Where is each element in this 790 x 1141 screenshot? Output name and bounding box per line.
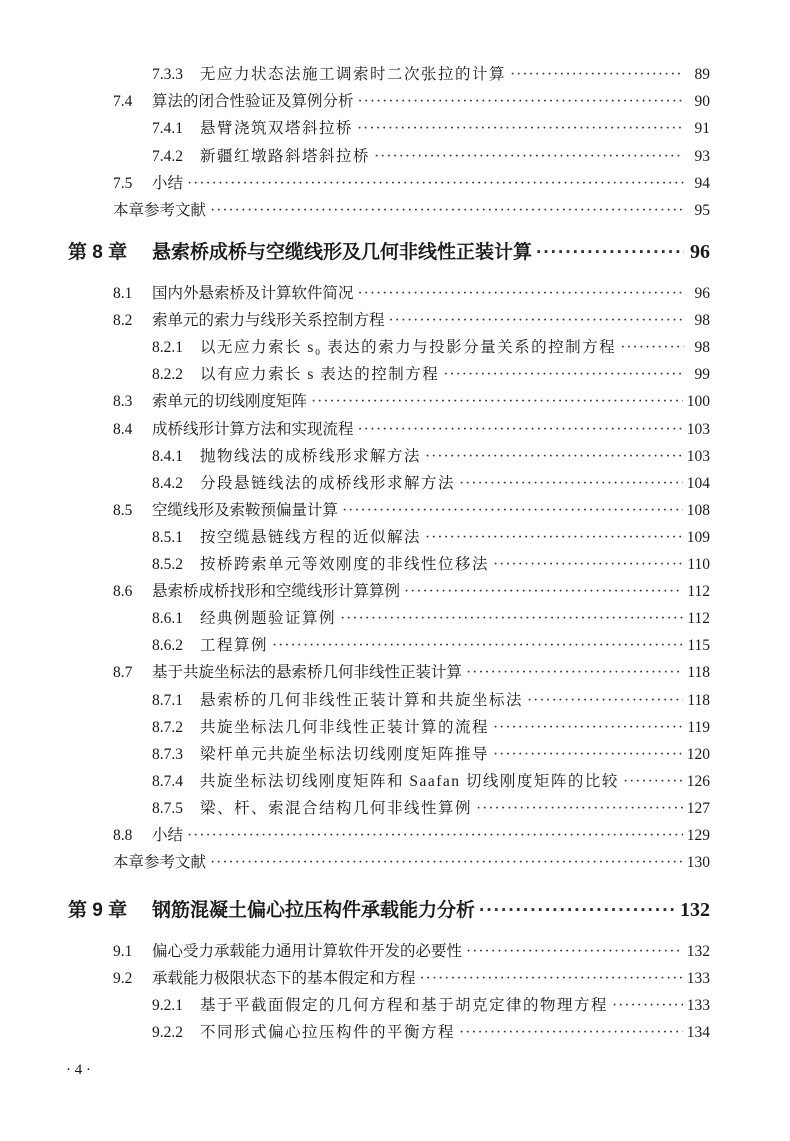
section-title: 抛物线法的成桥线形求解方法 <box>200 447 422 465</box>
toc-section-entry[interactable] <box>152 607 710 631</box>
toc-section-entry[interactable] <box>113 390 710 414</box>
page-ref: 115 <box>687 637 710 655</box>
dot-leader <box>358 90 684 114</box>
page-ref: 129 <box>686 827 710 844</box>
page-ref: 133 <box>686 997 710 1015</box>
dot-leader <box>404 580 683 604</box>
toc-references-entry[interactable] <box>113 851 710 875</box>
section-title: 成桥线形计算方法和实现流程 <box>152 420 354 438</box>
section-number: 8.1 <box>113 285 133 302</box>
toc-section-entry[interactable] <box>152 63 710 87</box>
section-title: 新疆红墩路斜塔斜拉桥 <box>200 147 371 165</box>
section-title: 算法的闭合性验证及算例分析 <box>152 93 354 111</box>
section-number: 8.7.1 <box>152 691 183 709</box>
section-title: 分段悬链线法的成桥线形求解方法 <box>200 474 456 492</box>
section-title: 悬索桥的几何非线性正装计算和共旋坐标法 <box>200 691 524 709</box>
dot-leader <box>493 716 683 740</box>
toc-section-entry[interactable] <box>152 336 710 360</box>
section-number: 第 9 章 <box>68 900 128 921</box>
section-title: 空缆线形及索鞍预偏量计算 <box>152 501 339 519</box>
toc-section-entry[interactable] <box>152 634 710 658</box>
dot-leader <box>459 1021 683 1045</box>
page-ref: 112 <box>687 583 710 601</box>
section-title: 承载能力极限状态下的基本假定和方程 <box>152 970 416 988</box>
section-number: 7.4.2 <box>152 147 183 165</box>
section-number: 9.1 <box>113 943 133 960</box>
page-ref: 118 <box>687 664 710 682</box>
dot-leader <box>210 199 684 223</box>
section-title: 悬索桥成桥与空缆线形及几何非线性正装计算 <box>152 242 533 263</box>
dot-leader <box>210 851 683 875</box>
dot-leader <box>527 689 683 713</box>
page-number: · 4 · <box>66 1062 91 1078</box>
section-number: 8.2.2 <box>152 366 183 384</box>
dot-leader <box>357 117 684 141</box>
section-title: 偏心受力承载能力通用计算软件开发的必要性 <box>152 943 463 960</box>
section-number: 8.2 <box>113 312 133 330</box>
page-ref: 119 <box>687 718 710 736</box>
section-title: 不同形式偏心拉压构件的平衡方程 <box>200 1024 456 1042</box>
toc-section-entry[interactable] <box>152 1021 710 1045</box>
section-title: 悬臂浇筑双塔斜拉桥 <box>200 120 354 138</box>
page-ref: 98 <box>694 312 710 330</box>
section-title: 经典例题验证算例 <box>200 610 337 628</box>
dot-leader <box>358 418 683 442</box>
section-number: 8.7.2 <box>152 718 183 736</box>
toc-section-entry[interactable] <box>152 716 710 740</box>
page-ref: 96 <box>690 241 710 263</box>
section-title: 基于共旋坐标法的悬索桥几何非线性正装计算 <box>152 664 463 682</box>
section-number: 9.2.2 <box>152 1024 183 1042</box>
section-number: 7.4.1 <box>152 120 183 138</box>
page-ref: 108 <box>686 501 710 519</box>
dot-leader <box>420 967 683 991</box>
section-number: 8.7.4 <box>152 772 183 790</box>
section-number: 7.4 <box>113 93 133 111</box>
toc-section-entry[interactable] <box>152 472 710 496</box>
section-number: 7.5 <box>113 174 133 192</box>
section-title: 以无应力索长 s₀ 表达的索力与投影分量关系的控制方程 <box>200 339 617 357</box>
toc-section-entry[interactable] <box>113 580 710 604</box>
section-title: 以有应力索长 s 表达的控制方程 <box>200 366 440 384</box>
page-ref: 132 <box>680 899 710 921</box>
toc-section-entry[interactable] <box>152 743 710 767</box>
page-ref: 133 <box>686 970 710 988</box>
page-ref: 103 <box>686 420 710 438</box>
page-ref: 95 <box>694 202 710 219</box>
section-title: 小结 <box>152 827 184 844</box>
section-number: 8.6 <box>113 583 133 601</box>
dot-leader <box>272 634 683 658</box>
page-ref: 96 <box>694 285 710 302</box>
toc-section-entry[interactable] <box>113 940 710 964</box>
section-title: 索单元的切线刚度矩阵 <box>152 393 308 411</box>
toc-chapter-entry[interactable] <box>68 237 710 267</box>
section-title: 梁杆单元共旋坐标法切线刚度矩阵推导 <box>200 745 490 763</box>
dot-leader <box>358 282 684 306</box>
section-number: 8.4.1 <box>152 447 183 465</box>
dot-leader <box>536 238 684 268</box>
page-ref: 94 <box>694 174 710 192</box>
dot-leader <box>620 336 684 360</box>
dot-leader <box>187 824 683 848</box>
page-ref: 110 <box>687 556 710 573</box>
section-number: 8.5 <box>113 501 133 519</box>
section-number: 8.8 <box>113 827 133 844</box>
dot-leader <box>187 172 684 196</box>
page-ref: 91 <box>694 120 710 138</box>
dot-leader <box>342 499 683 523</box>
section-number: 第 8 章 <box>68 242 128 263</box>
toc-section-entry[interactable] <box>152 553 710 577</box>
section-title: 小结 <box>152 174 184 192</box>
dot-leader <box>466 661 683 685</box>
toc-section-entry[interactable] <box>152 526 710 550</box>
page-ref: 90 <box>694 93 710 111</box>
page-ref: 127 <box>686 799 710 817</box>
section-title: 本章参考文献 <box>113 854 207 872</box>
toc-section-entry[interactable] <box>152 145 710 169</box>
page-ref: 112 <box>687 610 710 628</box>
section-title: 基于平截面假定的几何方程和基于胡克定律的物理方程 <box>200 997 609 1015</box>
section-title: 梁、杆、索混合结构几何非线性算例 <box>200 799 473 817</box>
section-title: 无应力状态法施工调索时二次张拉的计算 <box>200 66 507 83</box>
dot-leader <box>479 896 676 926</box>
section-number: 8.6.2 <box>152 637 183 655</box>
dot-leader <box>425 526 683 550</box>
section-number: 9.2.1 <box>152 997 183 1015</box>
toc-section-entry[interactable] <box>113 172 710 196</box>
page-ref: 109 <box>686 528 710 546</box>
dot-leader <box>476 797 683 821</box>
page-ref: 100 <box>686 393 710 411</box>
toc-section-entry[interactable] <box>113 309 710 333</box>
dot-leader <box>493 743 683 767</box>
toc-section-entry[interactable] <box>113 824 710 848</box>
dot-leader <box>623 770 683 794</box>
section-number: 8.7.5 <box>152 799 183 817</box>
section-number: 8.7 <box>113 664 133 682</box>
page-ref: 99 <box>694 366 710 384</box>
toc-section-entry[interactable] <box>152 445 710 469</box>
page-ref: 103 <box>686 447 710 465</box>
toc-section-entry[interactable] <box>113 499 710 523</box>
page-ref: 98 <box>694 339 710 357</box>
section-number: 9.2 <box>113 970 133 988</box>
toc-section-entry[interactable] <box>152 994 710 1018</box>
section-title: 国内外悬索桥及计算软件简况 <box>152 285 354 302</box>
section-title: 悬索桥成桥找形和空缆线形计算算例 <box>152 583 401 601</box>
toc-chapter-entry[interactable] <box>68 895 710 925</box>
section-title: 按桥跨索单元等效刚度的非线性位移法 <box>200 556 490 573</box>
section-number: 8.3 <box>113 393 133 411</box>
toc-section-entry[interactable] <box>152 689 710 713</box>
dot-leader <box>389 309 684 333</box>
section-number: 8.5.2 <box>152 556 183 573</box>
dot-leader <box>340 607 683 631</box>
toc-section-entry[interactable] <box>152 797 710 821</box>
section-title: 索单元的索力与线形关系控制方程 <box>152 312 385 330</box>
dot-leader <box>459 472 683 496</box>
toc-references-entry[interactable] <box>113 199 710 223</box>
section-number: 8.4 <box>113 420 133 438</box>
section-title: 本章参考文献 <box>113 202 207 219</box>
page-ref: 134 <box>686 1024 710 1042</box>
toc-section-entry[interactable] <box>152 117 710 141</box>
section-title: 钢筋混凝土偏心拉压构件承载能力分析 <box>152 900 476 921</box>
toc-section-entry[interactable] <box>152 770 710 794</box>
dot-leader <box>493 553 683 577</box>
toc-section-entry[interactable] <box>113 661 710 685</box>
toc-section-entry[interactable] <box>113 418 710 442</box>
dot-leader <box>311 390 683 414</box>
toc-section-entry[interactable] <box>152 363 710 387</box>
page-ref: 89 <box>694 66 710 83</box>
section-title: 按空缆悬链线方程的近似解法 <box>200 528 422 546</box>
section-number: 8.2.1 <box>152 339 183 357</box>
page-ref: 132 <box>686 943 710 960</box>
dot-leader <box>374 145 684 169</box>
section-number: 8.5.1 <box>152 528 183 546</box>
page-ref: 130 <box>686 854 710 872</box>
toc-section-entry[interactable] <box>113 967 710 991</box>
dot-leader <box>425 445 683 469</box>
page-ref: 118 <box>687 691 710 709</box>
toc-section-entry[interactable] <box>113 90 710 114</box>
dot-leader <box>510 63 684 87</box>
dot-leader <box>443 363 684 387</box>
section-number: 8.4.2 <box>152 474 183 492</box>
section-title: 共旋坐标法几何非线性正装计算的流程 <box>200 718 490 736</box>
page-ref: 120 <box>686 745 710 763</box>
page-ref: 104 <box>686 474 710 492</box>
section-number: 7.3.3 <box>152 66 183 83</box>
dot-leader <box>612 994 683 1018</box>
page-ref: 126 <box>686 772 710 790</box>
section-number: 8.6.1 <box>152 610 183 628</box>
dot-leader <box>466 940 683 964</box>
section-number: 8.7.3 <box>152 745 183 763</box>
page-ref: 93 <box>694 147 710 165</box>
section-title: 共旋坐标法切线刚度矩阵和 Saafan 切线刚度矩阵的比较 <box>200 772 619 790</box>
section-title: 工程算例 <box>200 637 269 655</box>
toc-section-entry[interactable] <box>113 282 710 306</box>
